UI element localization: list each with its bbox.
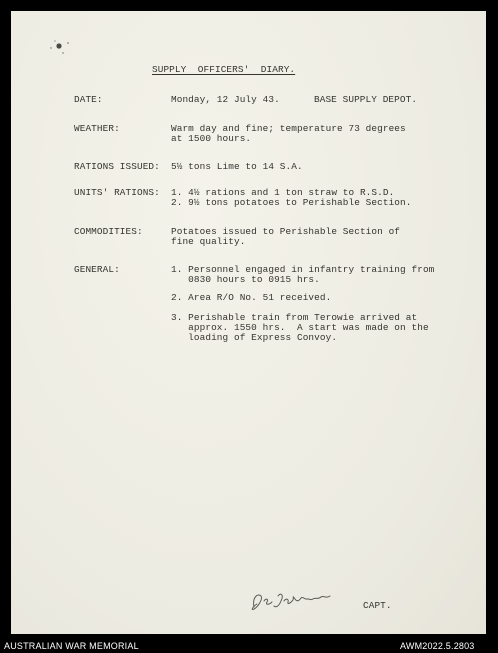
rations-issued-label: RATIONS ISSUED:: [74, 161, 160, 172]
footer-institution: AUSTRALIAN WAR MEMORIAL: [4, 641, 139, 651]
units-rations-label: UNITS' RATIONS:: [74, 187, 160, 198]
commodities-line-1: Potatoes issued to Perishable Section of: [171, 226, 401, 237]
signature-rank: CAPT.: [363, 600, 392, 611]
general-label: GENERAL:: [74, 264, 120, 275]
date-label: DATE:: [74, 94, 103, 105]
general-item-1-line-2: 0830 hours to 0915 hrs.: [171, 274, 320, 285]
footer-accession-number: AWM2022.5.2803: [400, 641, 475, 651]
units-rations-item-2: 2. 9½ tons potatoes to Perishable Section.: [171, 197, 412, 208]
units-rations-item-1: 1. 4½ rations and 1 ton straw to R.S.D.: [171, 187, 395, 198]
weather-line-1: Warm day and fine; temperature 73 degrees: [171, 123, 406, 134]
commodities-label: COMMODITIES:: [74, 226, 143, 237]
handwritten-signature: [248, 587, 344, 615]
weather-label: WEATHER:: [74, 123, 120, 134]
weather-line-2: at 1500 hours.: [171, 133, 252, 144]
date-value: Monday, 12 July 43.: [171, 94, 280, 105]
punch-hole-mark: [43, 38, 83, 60]
depot-name: BASE SUPPLY DEPOT.: [314, 94, 418, 105]
general-item-3-line-1: 3. Perishable train from Terowie arrived at: [171, 312, 418, 323]
general-item-2-line-1: 2. Area R/O No. 51 received.: [171, 292, 332, 303]
general-item-3-line-3: loading of Express Convoy.: [171, 332, 338, 343]
commodities-line-2: fine quality.: [171, 236, 246, 247]
rations-issued-value: 5½ tons Lime to 14 S.A.: [171, 161, 303, 172]
document-title: SUPPLY OFFICERS' DIARY.: [152, 64, 296, 75]
general-item-1-line-1: 1. Personnel engaged in infantry training from: [171, 264, 435, 275]
general-item-3-line-2: approx. 1550 hrs. A start was made on the: [171, 322, 429, 333]
